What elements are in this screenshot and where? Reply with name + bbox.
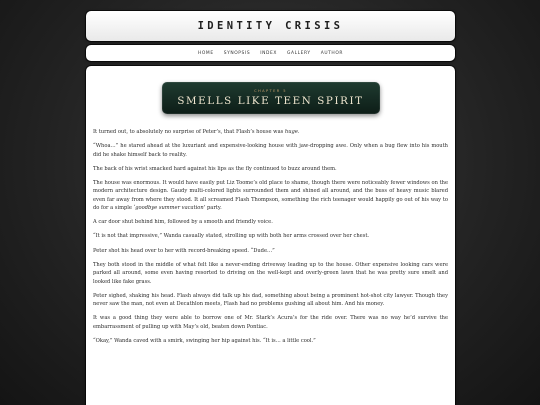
nav-author[interactable]: AUTHOR [320, 50, 344, 56]
chapter-title: SMELLS LIKE TEEN SPIRIT [177, 95, 364, 107]
story-paragraph: “Okay,” Wanda caved with a smirk, swinging her hip against his. “It is… a little cool.” [93, 337, 316, 344]
story-paragraph: “It is not that impressive,” Wanda casually stated, strolling up with both her arms crossed over her chest. [93, 233, 370, 240]
text-run: It turned out, to absolutely no surprise of Peter’s, that Flash’s house was [93, 129, 285, 135]
story-paragraph: “Whoa…” he stared ahead at the luxuriant and expensive-looking house with jaw-dropping awe. Only when a bug flew into his mouth did he shake himself back to reality. [93, 143, 448, 158]
emphasis-text: ‘goodbye summer vacation’ [133, 205, 206, 212]
chapter-number: CHAPTER 5 [254, 89, 287, 93]
story-paragraph: It was a good thing they were able to borrow one of Mr. Stark’s Acura’s for the ride over. There was no way he’d survive the embarrassment of pulling up with May’s old, beaten down Pontiac. [93, 315, 448, 330]
text-run: . [297, 129, 300, 135]
story-paragraph [93, 179, 448, 213]
site-header [86, 11, 455, 41]
main-nav [86, 45, 455, 61]
story-text [93, 128, 448, 345]
story-paragraph: A car door shut behind him, followed by a smooth and friendly voice. [93, 219, 273, 226]
text-run: party. [205, 205, 222, 212]
story-paragraph: Peter sighed, shaking his head. Flash always did talk up his dad, something about being a prominent hot-shot city lawyer. Though they never saw the man, not even at Decathlon meets, Flash had no problems gushing all about him. And his money. [93, 292, 448, 308]
story-paragraph: Peter shot his head over to her with record-breaking speed. “Dude…” [93, 247, 275, 254]
nav-index[interactable]: INDEX [260, 50, 277, 56]
nav-gallery[interactable]: GALLERY [286, 50, 311, 56]
emphasis-text: huge [284, 129, 298, 135]
text-run: The house was enormous. It would have easily put Liz Toome’s old place to shame, though there were noticeably fewer windows on the modern architecture design. Gaudy multi-colored lights surrounded them and shined all around, and the buss of heavy music blared even far away from where they stood. It all screamed Flash Thompson, something the rich teenager would happily go out of his way to do for a simple [93, 179, 448, 212]
story-content [86, 66, 455, 405]
site-title[interactable]: IDENTITY CRISIS [197, 20, 344, 32]
story-paragraph: They both stood in the middle of what felt like a never-ending driveway leading up to the house. Other expensive looking cars were parked all around, some even having resorted to driving on the well-kept and overly-green lawn that he was pretty sure smelt and looked like fake grass. [93, 261, 448, 285]
story-paragraph: The back of his wrist smacked hard against his lips as the fly continued to buzz around them. [93, 165, 337, 172]
nav-synopsis[interactable]: SYNOPSIS [223, 50, 251, 56]
chapter-banner [162, 82, 380, 114]
story-paragraph [93, 128, 448, 137]
nav-home[interactable]: HOME [197, 50, 214, 56]
